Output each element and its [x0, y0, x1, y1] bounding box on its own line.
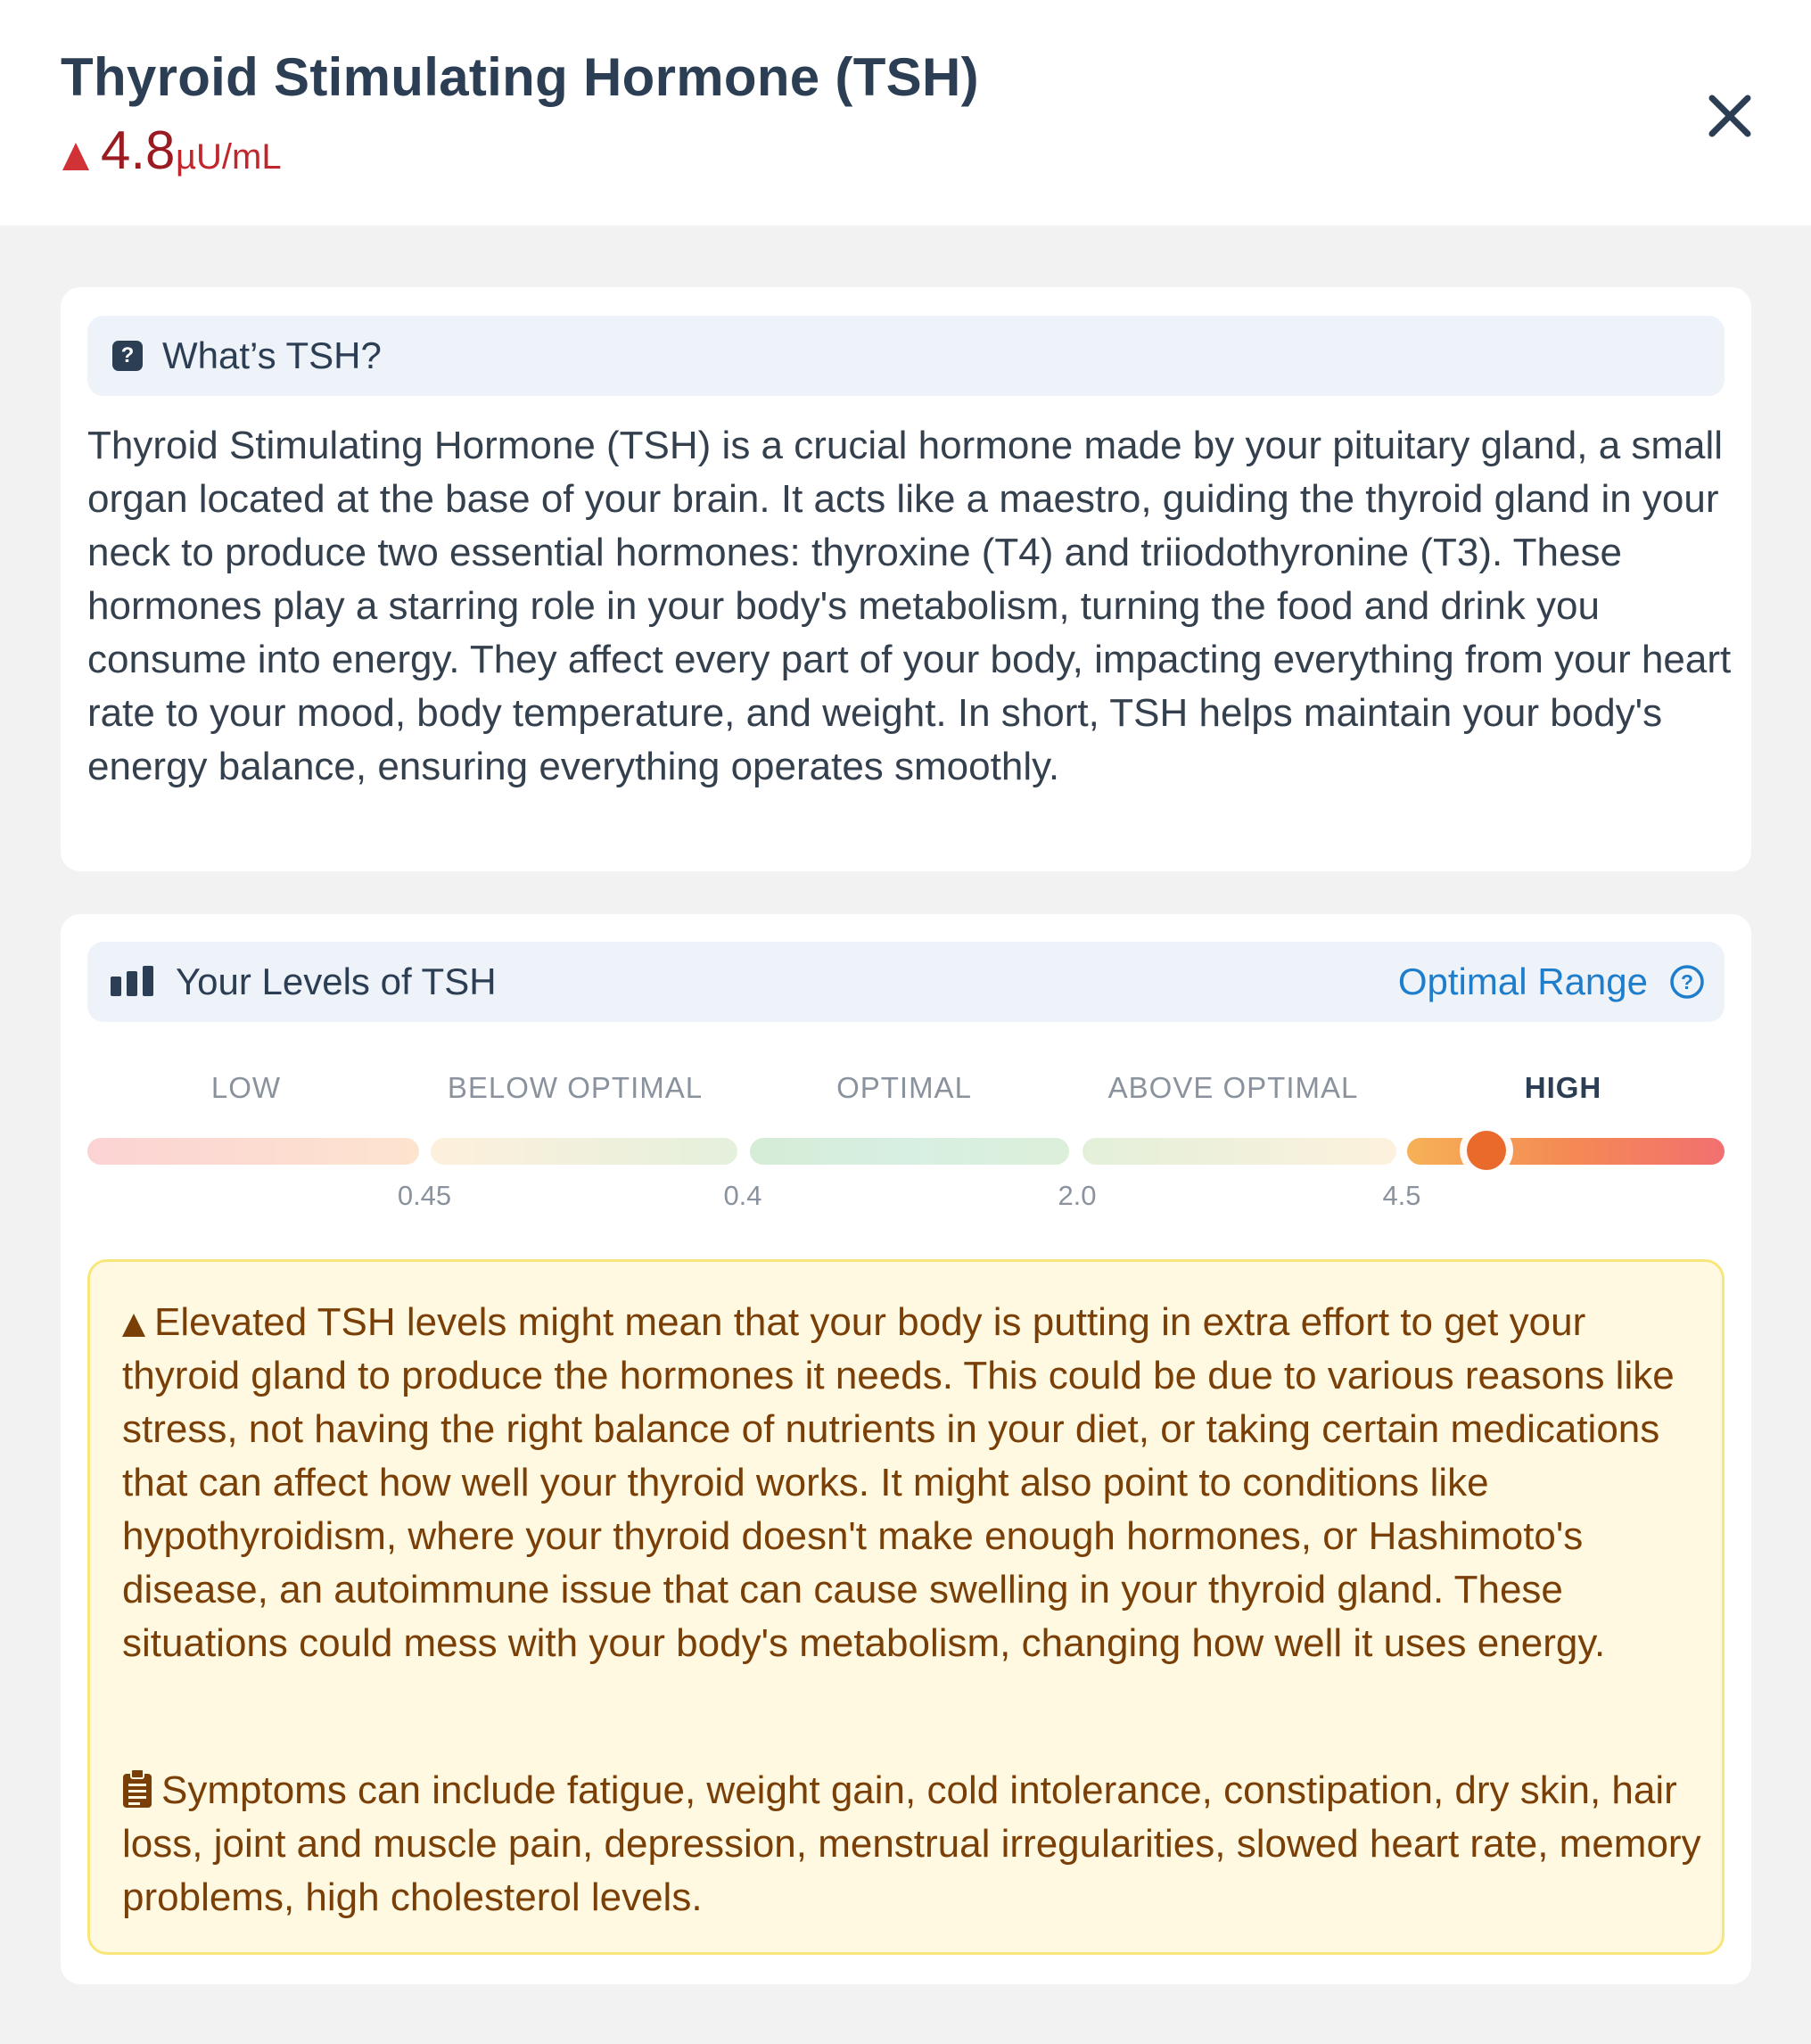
close-button[interactable] [1703, 89, 1757, 143]
range-segment-optimal [750, 1138, 1069, 1165]
result-unit: µU/mL [176, 137, 282, 177]
range-segment-low [87, 1138, 419, 1165]
zone-label-high: HIGH [1524, 1071, 1602, 1104]
warning-triangle-icon [122, 1314, 145, 1337]
about-card [61, 287, 1751, 871]
interpretation-callout [87, 1259, 1725, 1955]
range-boundary-label: 4.5 [1382, 1180, 1421, 1211]
about-description: Thyroid Stimulating Hormone (TSH) is a crucial hormone made by your pituitary gland, a small organ located at the base of your brain. It acts like a maestro, guiding the thyroid gland in your neck to produce two essential hormones: thyroxine (T4) and triiodothyronine (T3). These hormones play a starring role in your body's metabolism, turning the food and drink you consume into energy. They affect every part of your body, impacting everything from your heart rate to your mood, body temperature, and weight. In short, TSH helps maintain your body's energy balance, ensuring everything operates smoothly. [87, 424, 1732, 788]
symptoms-explanation [122, 1764, 1709, 1924]
optimal-range-link[interactable]: Optimal Range [1397, 960, 1648, 1002]
range-boundary-label: 0.45 [397, 1180, 452, 1211]
help-circle-icon[interactable] [1669, 964, 1705, 1000]
triangle-up-icon [62, 143, 89, 170]
range-segment-high [1407, 1138, 1725, 1165]
page-title: Thyroid Stimulating Hormone (TSH) [61, 47, 979, 107]
range-boundary-label: 2.0 [1058, 1180, 1097, 1211]
levels-card [61, 914, 1751, 1984]
current-level-marker [1467, 1131, 1506, 1170]
question-square-icon: ? [112, 341, 143, 371]
zone-label-above-optimal: ABOVE OPTIMAL [1107, 1071, 1359, 1104]
svg-text:?: ? [1680, 970, 1694, 993]
bar-chart-icon [111, 966, 155, 996]
about-card-header [87, 316, 1725, 396]
symptoms-text: Symptoms can include fatigue, weight gain, cold intolerance, constipation, dry skin, hair loss, joint and muscle pain, depression, menstrual irregularities, slowed heart rate, memory problems, high cholesterol levels. [122, 1768, 1701, 1919]
zone-label-optimal: OPTIMAL [836, 1071, 972, 1104]
range-segment-below-optimal [431, 1138, 737, 1165]
close-icon[interactable] [1703, 89, 1757, 143]
zone-label-low: LOW [210, 1071, 282, 1104]
elevated-text: Elevated TSH levels might mean that your body is putting in extra effort to get your thyroid gland to produce the hormones it needs. This could be due to various reasons like stress, not having the right balance of nutrients in your diet, or taking certain medications that can affect how well your thyroid works. It might also point to conditions like hypothyroidism, where your thyroid doesn't make enough hormones, or Hashimoto's disease, an autoimmune issue that can cause swelling in your thyroid gland. These situations could mess with your body's metabolism, changing how well it uses energy. [122, 1300, 1675, 1665]
levels-card-header [87, 942, 1725, 1022]
range-segment-above-optimal [1082, 1138, 1396, 1165]
zone-label-below-optimal: BELOW OPTIMAL [447, 1071, 704, 1104]
result-number: 4.8 [101, 120, 176, 180]
levels-heading: Your Levels of TSH [176, 960, 497, 1002]
clipboard-icon [122, 1769, 152, 1809]
modal-header [0, 0, 1811, 226]
about-heading: What’s TSH? [162, 334, 382, 376]
elevated-explanation [122, 1296, 1709, 1670]
range-boundary-label: 0.4 [723, 1180, 762, 1211]
